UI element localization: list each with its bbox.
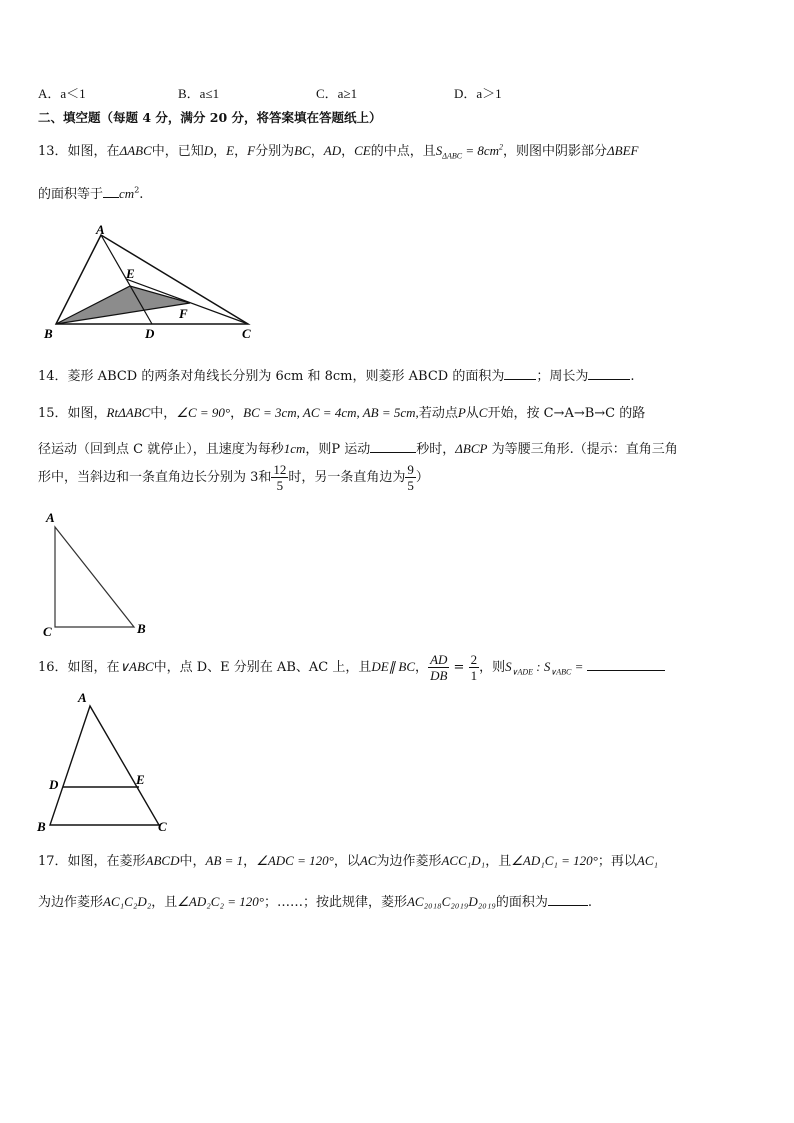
q15-fraction-den: 5: [276, 478, 284, 493]
q17-text: 为边作菱形: [376, 854, 442, 869]
q13-area-val: = 8cm: [462, 143, 499, 158]
q17-rhombus-final: AC₂₀₁₈C₂₀₁₉D₂₀₁₉: [406, 894, 496, 909]
q17-text: ，: [243, 854, 257, 869]
q15-line1: [38, 402, 645, 421]
q14-text: 14．菱形 ABCD 的两条对角线长分别为 6cm 和 8cm，则菱形 ABCD 的面积为: [38, 369, 505, 384]
q16-fraction-den: 1: [470, 668, 478, 683]
q13-area-sub: ΔABC: [442, 151, 463, 161]
option-a: A．a＜1: [38, 86, 86, 101]
q13-end: .: [139, 187, 144, 202]
q13-text: 分别为: [255, 144, 295, 159]
q14-area-blank[interactable]: [504, 367, 536, 380]
q13-line1: [38, 140, 638, 161]
q13-text: 的中点，且: [370, 144, 436, 159]
q16-fraction-num: 2: [470, 652, 478, 667]
q16-label-d: D: [49, 777, 59, 792]
q13-point-d: D: [203, 143, 214, 158]
q13-area-sup: 2: [499, 142, 503, 152]
q15-text: ，: [230, 406, 244, 421]
q15-answer-blank[interactable]: [370, 440, 416, 453]
q17-text: 的面积为: [495, 895, 548, 910]
q13-sep: ，: [310, 144, 324, 159]
q17-text: ，以: [333, 854, 360, 869]
q17-answer-blank[interactable]: [548, 893, 588, 906]
q17-rhombus-1: ACC₁D₁: [441, 853, 486, 868]
q17-rhombus-2: AC₁C₂D₂: [103, 894, 152, 909]
q14-perimeter-blank[interactable]: [588, 367, 630, 380]
q17-line2: [38, 891, 592, 910]
q17-text: 为边作菱形: [38, 895, 104, 910]
q17-angle-1: ∠AD₁C₁ = 120°: [511, 853, 598, 868]
q16-ratio-expr: [505, 659, 587, 677]
q13-area: [435, 142, 503, 161]
q15-text: 径运动（回到点 C 就停止），且速度为每秒: [38, 442, 284, 457]
q17-ac: AC: [359, 853, 377, 868]
q15-text: 若动点: [418, 406, 458, 421]
q13-text: 的面积等于: [38, 187, 104, 202]
q16-colon: :: [533, 659, 544, 674]
q13-seg-bc: BC: [294, 143, 311, 158]
q17-text: ，且: [485, 854, 512, 869]
section-heading: 二、填空题（每题 4 分，满分 20 分，将答案填在答题纸上）: [38, 110, 382, 125]
q13-label-c: C: [242, 326, 251, 341]
q13-triangle: ΔABC: [119, 143, 152, 158]
q16-text: ，: [415, 660, 429, 675]
q16-fraction-den: DB: [430, 668, 448, 683]
q15-point-p: P: [457, 405, 466, 420]
q16-s2-sub: ∨ABC: [550, 667, 572, 677]
q14-text: ；周长为: [536, 369, 589, 384]
q15-text: 开始，按 C→A→B→C 的路: [487, 406, 646, 421]
q16-triangle: ∨ABC: [119, 659, 154, 674]
option-d: D．a＞1: [454, 86, 502, 101]
q15-label-a: A: [46, 510, 55, 525]
q16-text: ，则: [479, 660, 506, 675]
q15-line3: [38, 462, 429, 493]
q16-s1: S: [505, 659, 512, 674]
q13-point-f: F: [247, 143, 256, 158]
q15-point-c: C: [478, 405, 488, 420]
q16-text: 中，点 D、E 分别在 AB、AC 上，且: [153, 660, 372, 675]
q17-text: ；再以: [597, 854, 637, 869]
q16-label-a: A: [78, 690, 87, 705]
q17-number: 17．如图，在菱形: [38, 854, 146, 869]
q17-end: .: [587, 895, 593, 910]
q15-line2: [38, 438, 678, 457]
q13-figure: [40, 224, 260, 344]
q13-point-e: E: [226, 143, 235, 158]
q17-text: 中，: [179, 854, 206, 869]
q16-fraction-num: AD: [430, 652, 448, 667]
q16-label-b: B: [37, 819, 46, 834]
q14-line: [38, 365, 635, 384]
q16-answer-blank[interactable]: [587, 658, 665, 671]
q15-label-c: C: [43, 624, 52, 639]
q15-angle: ∠C = 90°: [176, 405, 231, 420]
q13-unit: cm: [119, 186, 135, 201]
q13-number: 13．: [38, 144, 68, 159]
q17-text: ，且: [151, 895, 178, 910]
q15-text: 秒时，: [416, 442, 456, 457]
q16-figure: [34, 688, 184, 836]
q13-text: 中，已知: [151, 144, 204, 159]
q15-triangle-bcp: ΔBCP: [455, 441, 488, 456]
q13-shaded-bef: [56, 286, 190, 324]
q13-seg-ce: CE: [354, 143, 371, 158]
q13-sep: ，: [341, 144, 355, 159]
q13-triangle-bef: ΔBEF: [607, 143, 639, 158]
q16-parallel: DE∥ BC: [371, 659, 416, 674]
q13-answer-blank[interactable]: [103, 185, 119, 198]
option-b: B．a≤1: [178, 86, 220, 101]
q13-label-a: A: [96, 224, 105, 237]
q13-line2: [38, 183, 143, 202]
q16-s1-sub: ∨ADE: [511, 667, 533, 677]
q13-sep: ，: [213, 144, 227, 159]
q16-fraction-ratio: [469, 652, 480, 683]
q16-label-e: E: [136, 772, 145, 787]
q13-label-d: D: [145, 326, 155, 341]
q15-fraction-num: 12: [273, 462, 287, 477]
option-c: C．a≥1: [316, 86, 358, 101]
q15-text: 中，: [150, 406, 177, 421]
q17-angle-adc: ∠ADC = 120°: [256, 853, 334, 868]
q16-fraction-ad-db: [428, 652, 449, 683]
q16-label-c: C: [158, 819, 167, 834]
q15-speed: 1cm: [283, 441, 306, 456]
q15-number: 15．如图，: [38, 406, 107, 421]
q15-label-b: B: [137, 621, 146, 636]
q16-eq: =: [571, 659, 587, 674]
q15-figure: [40, 510, 160, 640]
q13-seg-ad: AD: [323, 143, 342, 158]
q13-text: ，则图中阴影部分: [503, 144, 608, 159]
q15-text: 时，另一条直角边为: [288, 470, 406, 485]
q16-s2: S: [543, 659, 551, 674]
q17-rhombus: ABCD: [145, 853, 180, 868]
q13-label-b: B: [44, 326, 53, 341]
q13-unit-sup: 2: [134, 185, 140, 195]
q13-label-f: F: [179, 306, 188, 321]
q13-sep: ，: [234, 144, 248, 159]
q15-text: 从: [465, 406, 479, 421]
q17-text: ；……；按此规律，菱形: [263, 895, 407, 910]
q15-text: ，则P 运动: [305, 442, 371, 457]
q15-sides: BC = 3cm, AC = 4cm, AB = 5cm,: [243, 405, 419, 420]
q15-fraction-9-5: [405, 462, 416, 493]
q15-fraction-den: 5: [407, 478, 414, 493]
q17-line1: [38, 850, 658, 869]
q16-number: 16．如图，在: [38, 660, 120, 675]
q13-label-e: E: [126, 266, 135, 281]
q15-fraction-num: 9: [407, 462, 414, 477]
q15-fraction-12-5: [271, 462, 288, 493]
q17-ac1: AC₁: [636, 853, 659, 868]
q16-eq: =: [449, 660, 469, 675]
q15-text: 形中，当斜边和一条直角边长分别为 3和: [38, 470, 272, 485]
q15-triangle: RtΔABC: [106, 405, 151, 420]
q15-text: ）: [415, 470, 429, 485]
q17-angle-2: ∠AD₂C₂ = 120°: [177, 894, 264, 909]
q16-triangle-abc: [50, 706, 159, 825]
q17-ab: AB = 1: [205, 853, 244, 868]
q14-end: .: [630, 369, 635, 384]
q15-text: 为等腰三角形.（提示：直角三角: [487, 442, 678, 457]
q16-line: [38, 652, 665, 683]
q13-area-s: S: [435, 143, 443, 158]
q15-triangle-abc: [55, 527, 134, 627]
q13-text: 如图，在: [67, 144, 120, 159]
